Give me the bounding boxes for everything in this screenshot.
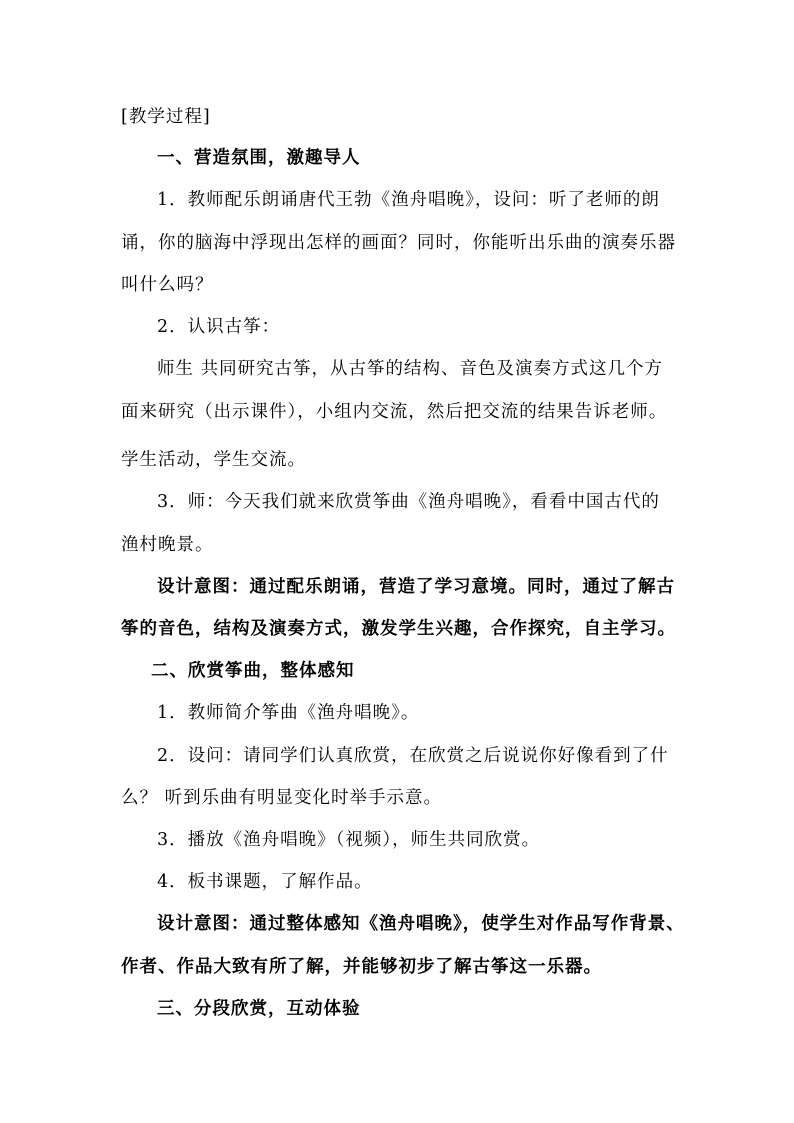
design-intent-line: 设计意图：通过整体感知《渔舟唱晚》，使学生对作品写作背景、 <box>157 914 685 934</box>
paragraph-line: 么？ 听到乐曲有明显变化时举手示意。 <box>121 788 443 808</box>
paragraph-line: 3．播放《渔舟唱晚》（视频），师生共同欣赏。 <box>157 830 541 850</box>
design-intent-line: 设计意图：通过配乐朗诵，营造了学习意境。同时，通过了解古 <box>157 577 675 597</box>
heading-1: 一、营造氛围，激趣导人 <box>157 148 361 168</box>
paragraph-line: 1．教师简介筝曲《渔舟唱晚》。 <box>157 703 420 723</box>
paragraph-line: 2．认识古筝： <box>157 317 281 337</box>
design-intent-line: 筝的音色，结构及演奏方式，激发学生兴趣，合作探究，自主学习。 <box>121 619 676 639</box>
design-intent-line: 作者、作品大致有所了解，并能够初步了解古筝这一乐器。 <box>121 957 602 977</box>
paragraph-line: 2．设问：请同学们认真欣赏，在欣赏之后说说你好像看到了什 <box>157 746 669 766</box>
section-title: [教学过程] <box>121 107 211 127</box>
paragraph-line: 渔村晚景。 <box>121 535 214 555</box>
heading-2: 二、欣赏筝曲，整体感知 <box>151 661 355 681</box>
paragraph-line: 学生活动，学生交流。 <box>121 450 306 470</box>
paragraph-line: 1．教师配乐朗诵唐代王勃《渔舟唱晚》，设问：听了老师的朗 <box>157 190 660 210</box>
paragraph-line: 4．板书课题，了解作品。 <box>157 872 373 892</box>
paragraph-line: 叫什么吗？ <box>121 275 214 295</box>
paragraph-line: 面来研究（出示课件），小组内交流，然后把交流的结果告诉老师。 <box>121 402 668 422</box>
paragraph-line: 诵，你的脑海中浮现出怎样的画面？同时，你能听出乐曲的演奏乐器 <box>121 233 676 253</box>
paragraph-line: 师生 共同研究古筝，从古筝的结构、音色及演奏方式这几个方 <box>157 359 664 379</box>
heading-3: 三、分段欣赏，互动体验 <box>157 999 361 1019</box>
paragraph-line: 3．师：今天我们就来欣赏筝曲《渔舟唱晚》，看看中国古代的 <box>157 492 660 512</box>
